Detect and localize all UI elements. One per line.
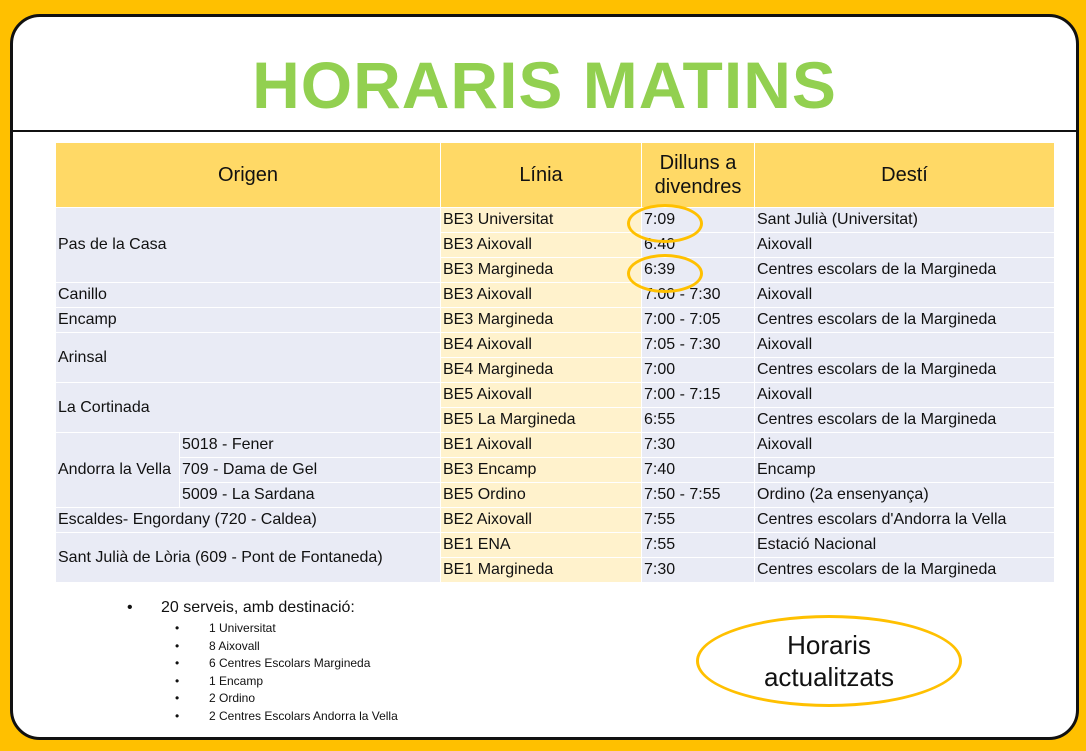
summary-sub-item xyxy=(175,673,398,691)
origin-cell: Pas de la Casa xyxy=(56,208,441,283)
line-cell: BE1 Margineda xyxy=(441,558,642,583)
line-cell: BE3 Margineda xyxy=(441,308,642,333)
origin-cell: Escaldes- Engordany (720 - Caldea) xyxy=(56,508,441,533)
time-cell: 7:00 - 7:05 xyxy=(642,308,755,333)
line-cell: BE3 Universitat xyxy=(441,208,642,233)
time-cell: 7:05 - 7:30 xyxy=(642,333,755,358)
slide-card xyxy=(10,14,1079,740)
destination-cell: Estació Nacional xyxy=(755,533,1055,558)
bullet-icon: • xyxy=(175,673,180,688)
summary-main-item xyxy=(127,599,398,617)
summary-sub-item xyxy=(175,638,398,656)
summary-sub-item xyxy=(175,708,398,726)
line-cell: BE5 Ordino xyxy=(441,483,642,508)
highlight-circle xyxy=(627,204,703,243)
destination-cell: Aixovall xyxy=(755,233,1055,258)
time-cell: 6:55 xyxy=(642,408,755,433)
table-row xyxy=(56,208,1055,233)
origin-cell: Andorra la Vella xyxy=(56,433,180,508)
header-origin: Origen xyxy=(56,143,441,208)
bullet-icon: • xyxy=(175,621,180,635)
destination-cell: Aixovall xyxy=(755,433,1055,458)
page-title: HORARIS MATINS xyxy=(252,48,837,122)
header-line: Línia xyxy=(441,143,642,208)
table-row xyxy=(56,308,1055,333)
table-row xyxy=(56,433,1055,458)
time-cell: 7:40 xyxy=(642,458,755,483)
table-header-row xyxy=(56,143,1055,208)
stop-cell: 5018 - Fener xyxy=(180,433,441,458)
destination-cell: Centres escolars de la Margineda xyxy=(755,258,1055,283)
time-cell: 7:00 xyxy=(642,358,755,383)
time-cell: 7:00 - 7:15 xyxy=(642,383,755,408)
updated-schedules-badge xyxy=(696,615,962,707)
table-row xyxy=(56,383,1055,408)
line-cell: BE2 Aixovall xyxy=(441,508,642,533)
destination-cell: Centres escolars d'Andorra la Vella xyxy=(755,508,1055,533)
badge-line-2: actualitzats xyxy=(763,662,895,692)
summary-sub-item xyxy=(175,655,398,673)
line-cell: BE3 Aixovall xyxy=(441,283,642,308)
line-cell: BE5 Aixovall xyxy=(441,383,642,408)
line-cell: BE1 Aixovall xyxy=(441,433,642,458)
time-cell: 7:50 - 7:55 xyxy=(642,483,755,508)
summary-main-text: 20 serveis, amb destinació: xyxy=(161,599,355,616)
time-cell: 6:40 xyxy=(642,233,755,258)
origin-cell: La Cortinada xyxy=(56,383,441,433)
destination-cell: Centres escolars de la Margineda xyxy=(755,308,1055,333)
line-cell: BE5 La Margineda xyxy=(441,408,642,433)
origin-cell: Canillo xyxy=(56,283,441,308)
summary-sub-list xyxy=(175,620,398,726)
summary-sub-item xyxy=(175,690,398,708)
destination-cell: Aixovall xyxy=(755,333,1055,358)
destination-cell: Sant Julià (Universitat) xyxy=(755,208,1055,233)
header-days: Dilluns a divendres xyxy=(642,143,755,208)
table-row xyxy=(56,508,1055,533)
table-row xyxy=(56,533,1055,558)
time-cell: 7:55 xyxy=(642,508,755,533)
table-row xyxy=(56,458,1055,483)
time-cell: 7:30 xyxy=(642,433,755,458)
bullet-icon: • xyxy=(175,638,180,653)
destination-cell: Centres escolars de la Margineda xyxy=(755,358,1055,383)
summary-sub-text: 1 Universitat xyxy=(209,621,276,635)
line-cell: BE1 ENA xyxy=(441,533,642,558)
table-row xyxy=(56,333,1055,358)
line-cell: BE4 Aixovall xyxy=(441,333,642,358)
destination-cell: Aixovall xyxy=(755,283,1055,308)
header-destination: Destí xyxy=(755,143,1055,208)
table-row xyxy=(56,483,1055,508)
summary-list xyxy=(127,599,398,726)
highlight-circle xyxy=(627,254,703,293)
destination-cell: Ordino (2a ensenyança) xyxy=(755,483,1055,508)
summary-sub-text: 1 Encamp xyxy=(209,673,264,688)
line-cell: BE4 Margineda xyxy=(441,358,642,383)
origin-cell: Arinsal xyxy=(56,333,441,383)
summary-sub-text: 6 Centres Escolars Margineda xyxy=(209,656,371,671)
bullet-icon: • xyxy=(175,656,180,671)
summary-sub-text: 2 Centres Escolars Andorra la Vella xyxy=(209,708,398,723)
line-cell: BE3 Margineda xyxy=(441,258,642,283)
time-cell: 7:30 xyxy=(642,558,755,583)
table-body xyxy=(56,208,1055,583)
bullet-icon: • xyxy=(175,708,180,723)
summary-sub-item xyxy=(175,620,398,638)
time-cell: 7:00 - 7:30 xyxy=(642,283,755,308)
origin-cell: Sant Julià de Lòria (609 - Pont de Fontaneda) xyxy=(56,533,441,583)
badge-line-1: Horaris xyxy=(787,630,871,660)
destination-cell: Centres escolars de la Margineda xyxy=(755,408,1055,433)
summary-sub-text: 2 Ordino xyxy=(209,691,256,706)
line-cell: BE3 Encamp xyxy=(441,458,642,483)
destination-cell: Aixovall xyxy=(755,383,1055,408)
stop-cell: 5009 - La Sardana xyxy=(180,483,441,508)
table-row xyxy=(56,283,1055,308)
bullet-icon: • xyxy=(175,691,180,706)
origin-cell: Encamp xyxy=(56,308,441,333)
summary-sub-text: 8 Aixovall xyxy=(209,638,260,653)
destination-cell: Centres escolars de la Margineda xyxy=(755,558,1055,583)
stop-cell: 709 - Dama de Gel xyxy=(180,458,441,483)
schedule-table xyxy=(55,142,1055,583)
destination-cell: Encamp xyxy=(755,458,1055,483)
line-cell: BE3 Aixovall xyxy=(441,233,642,258)
time-cell: 7:09 xyxy=(642,208,755,233)
title-divider xyxy=(13,130,1076,132)
time-cell: 6:39 xyxy=(642,258,755,283)
bullet-icon: • xyxy=(127,599,133,616)
time-cell: 7:55 xyxy=(642,533,755,558)
